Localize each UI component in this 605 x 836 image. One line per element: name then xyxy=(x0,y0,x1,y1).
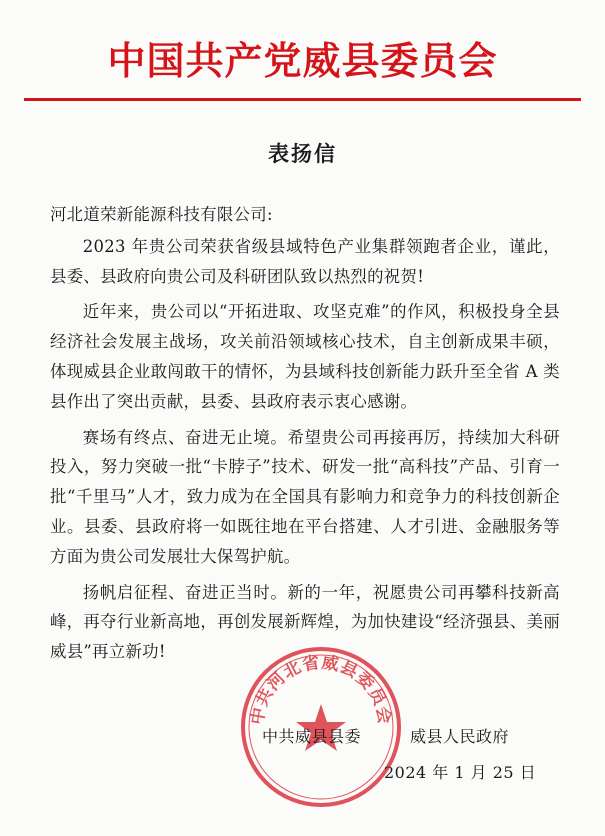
masthead-divider xyxy=(24,98,581,101)
signature-government: 威县人民政府 xyxy=(410,727,510,746)
addressee: 河北道荣新能源科技有限公司: xyxy=(50,205,273,224)
issue-date: 2024 年 1 月 25 日 xyxy=(384,763,537,782)
signature-party-committee: 中共威县县委 xyxy=(262,727,362,746)
masthead-org-name: 中国共产党威县委员会 xyxy=(107,38,498,83)
paragraph-achievements: 近年来，贵公司以“开拓进取、攻坚克难”的作风，积极投身全县经济社会发展主战场，攻关前沿领域核心技术，自主创新成果丰硕，体现威县企业敢闯敢干的情怀，为县域科技创新能力跃升至全省 A 类县作出了突出贡献，县委、县政府表示衷心感谢。 xyxy=(50,302,560,411)
paragraph-expectations: 赛场有终点、奋进无止境。希望贵公司再接再厉，持续加大科研投入，努力突破一批“卡脖子”技术、研发一批“高科技”产品、引育一批“千里马”人才，致力成为在全国具有影响力和竞争力的科技创新企业。县委、县政府将一如既往地在平台搭建、人才引进、金融服务等方面为贵公司发展壮大保驾护航。 xyxy=(50,427,560,566)
document-title: 表扬信 xyxy=(268,141,337,166)
paragraph-wishes: 扬帆启征程、奋进正当时。新的一年，祝愿贵公司再攀科技新高峰，再夺行业新高地，再创发展新辉煌，为加快建设“经济强县、美丽威县”再立新功! xyxy=(50,582,560,662)
seal-text: 中共河北省威县委员会 xyxy=(247,652,395,727)
paragraph-congratulations: 2023 年贵公司荣获省级县域特色产业集群领跑者企业，谨此，县委、县政府向贵公司及科研团队致以热烈的祝贺! xyxy=(50,236,560,286)
letter-body xyxy=(50,200,560,667)
